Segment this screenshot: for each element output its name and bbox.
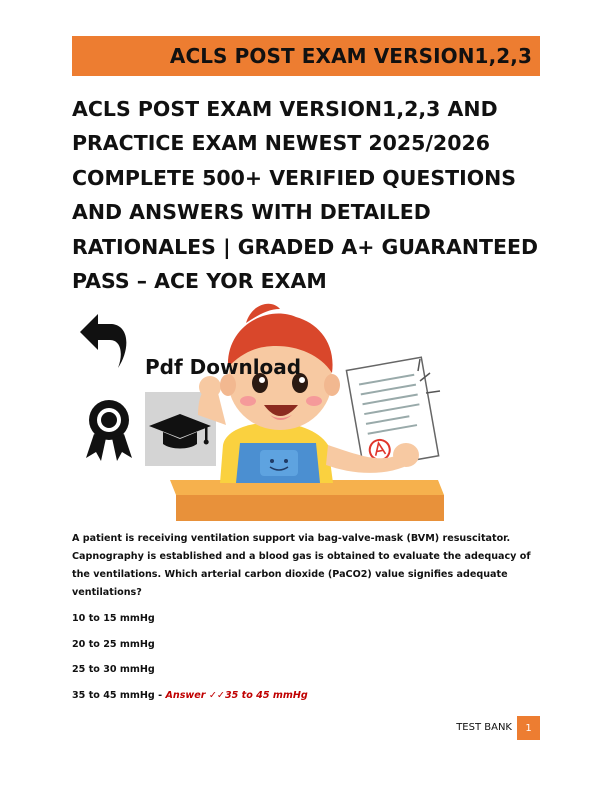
header-banner <box>72 36 540 76</box>
document-title: ACLS POST EXAM VERSION1,2,3 AND PRACTICE EXAM NEWEST 2025/2026 COMPLETE 500+ VERIFIED QUESTIONS AND ANSWERS WITH DETAILED RATIONALES | GRADED A+ GUARANTEED PASS – ACE YOR EXAM <box>72 97 539 294</box>
page-number-badge <box>517 716 540 740</box>
answer-option: 10 to 15 mmHg <box>72 613 155 624</box>
answer-option: 20 to 25 mmHg <box>72 639 155 650</box>
answer-separator: - <box>154 690 166 701</box>
footer-label: TEST BANK <box>456 722 512 733</box>
award-ribbon-icon <box>84 398 134 462</box>
question-text: A patient is receiving ventilation support via bag-valve-mask (BVM) resuscitator. Capnography is established and a blood gas is obtained to evaluate the adequacy of the ventilations. Which arterial carbon dioxide (PaCO2) value signifies adequate ventilations? <box>72 533 531 598</box>
correct-answer-text: Answer ✓✓35 to 45 mmHg <box>165 690 308 701</box>
answer-option: 25 to 30 mmHg <box>72 664 155 675</box>
header-title: ACLS POST EXAM VERSION1,2,3 <box>169 44 532 68</box>
child-with-test-illustration <box>168 295 448 523</box>
undo-arrow-icon <box>78 310 130 368</box>
page-number: 1 <box>525 722 532 734</box>
pdf-download-label: Pdf Download <box>145 355 302 379</box>
answer-option-label: 35 to 45 mmHg <box>72 690 155 701</box>
answer-option-correct <box>72 690 308 701</box>
